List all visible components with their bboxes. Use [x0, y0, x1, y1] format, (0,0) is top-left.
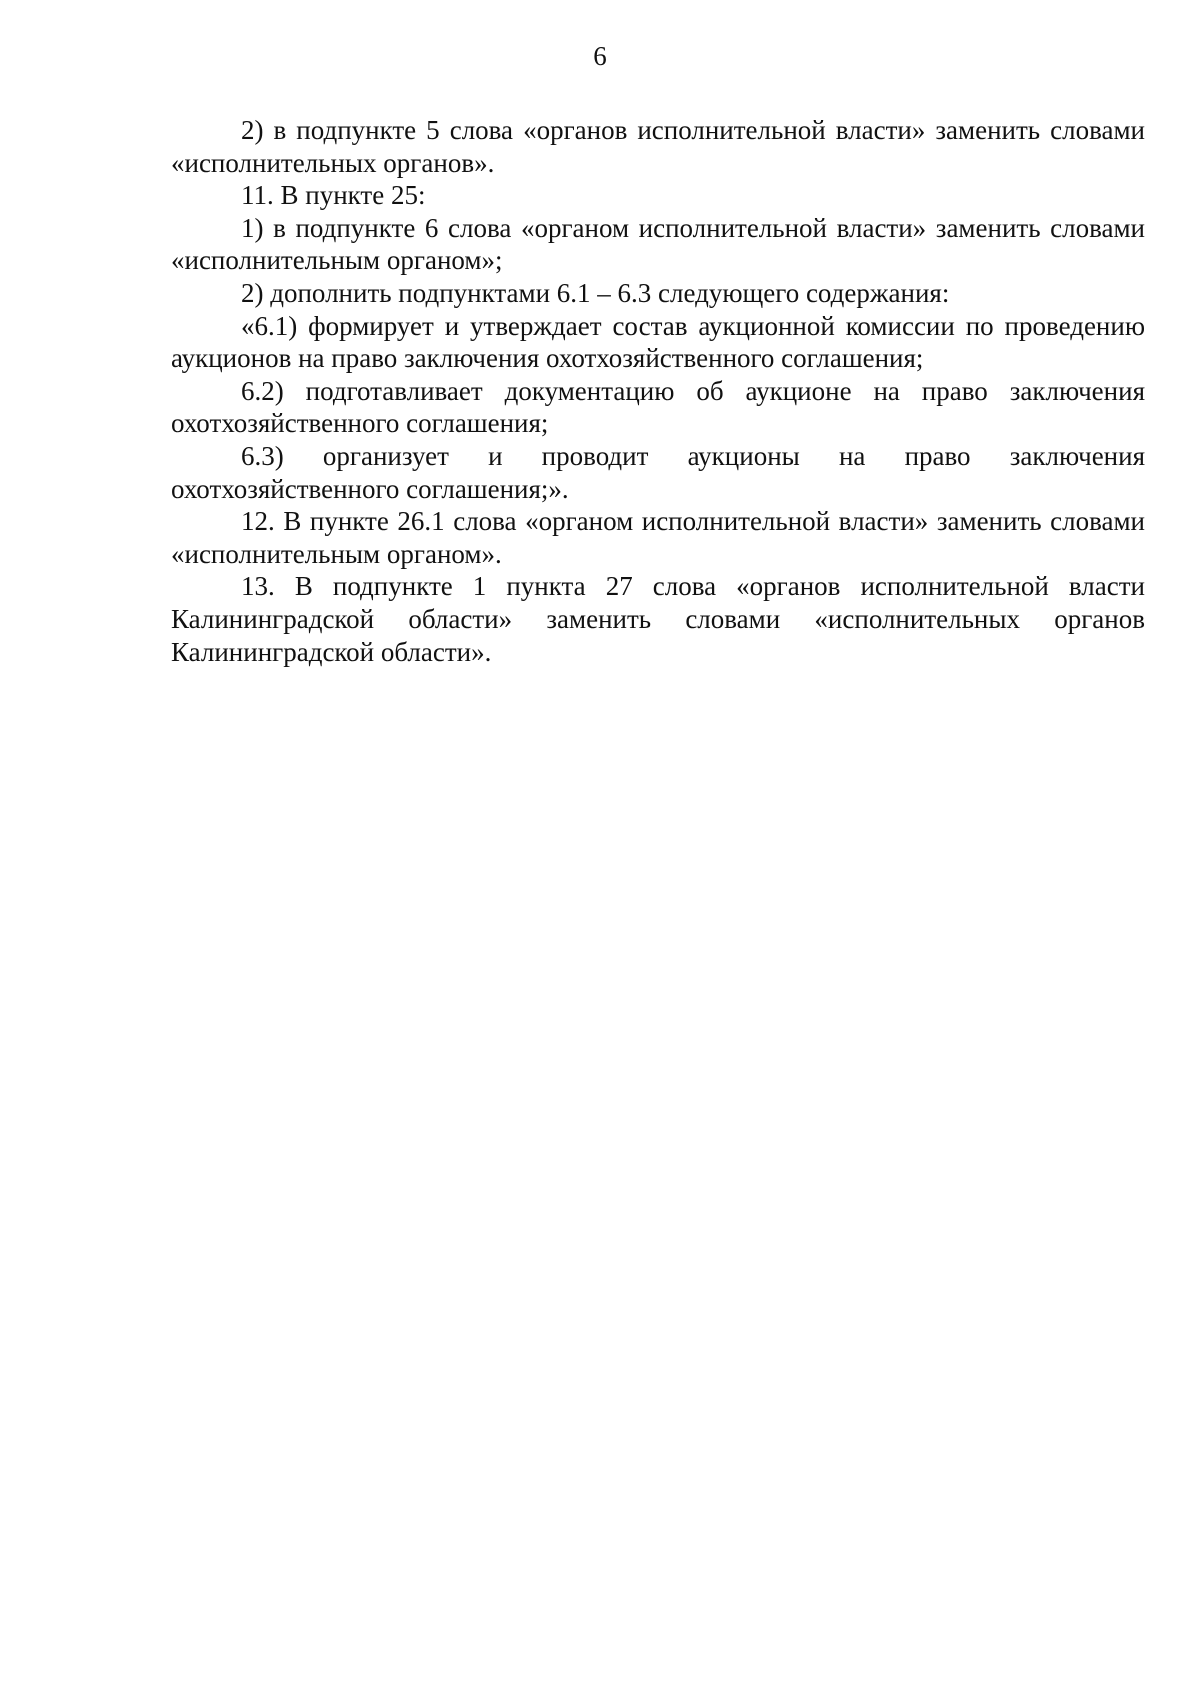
paragraph-item-13: 13. В подпункте 1 пункта 27 слова «органов исполнительной власти Калининградской области» заменить словами «исполнительных органов Калининградской области».	[171, 571, 1145, 667]
paragraph-subpoint-6-1: «6.1) формирует и утверждает состав аукционной комиссии по проведению аукционов на право заключения охотхозяйственного соглашения;	[171, 310, 1145, 374]
paragraph-subpoint-6-3: 6.3) организует и проводит аукционы на право заключения охотхозяйственного соглашения;».	[171, 440, 1145, 504]
paragraph-item-12: 12. В пункте 26.1 слова «органом исполнительной власти» заменить словами «исполнительным органом».	[171, 506, 1145, 569]
document-body	[171, 114, 1145, 668]
paragraph-item-11-subpoint-1: 1) в подпункте 6 слова «органом исполнительной власти» заменить словами «исполнительным органом»;	[171, 212, 1145, 276]
paragraph-subpoint-6-2: 6.2) подготавливает документацию об аукционе на право заключения охотхозяйственного соглашения;	[171, 375, 1145, 439]
page-number: 6	[593, 41, 607, 71]
paragraph-item-11-heading: 11. В пункте 25:	[241, 180, 426, 211]
paragraph-item-11-subpoint-2: 2) дополнить подпунктами 6.1 – 6.3 следующего содержания:	[241, 277, 950, 308]
paragraph-item-2-subpoint-5: 2) в подпункте 5 слова «органов исполнительной власти» заменить словами «исполнительных органов».	[171, 115, 1145, 178]
